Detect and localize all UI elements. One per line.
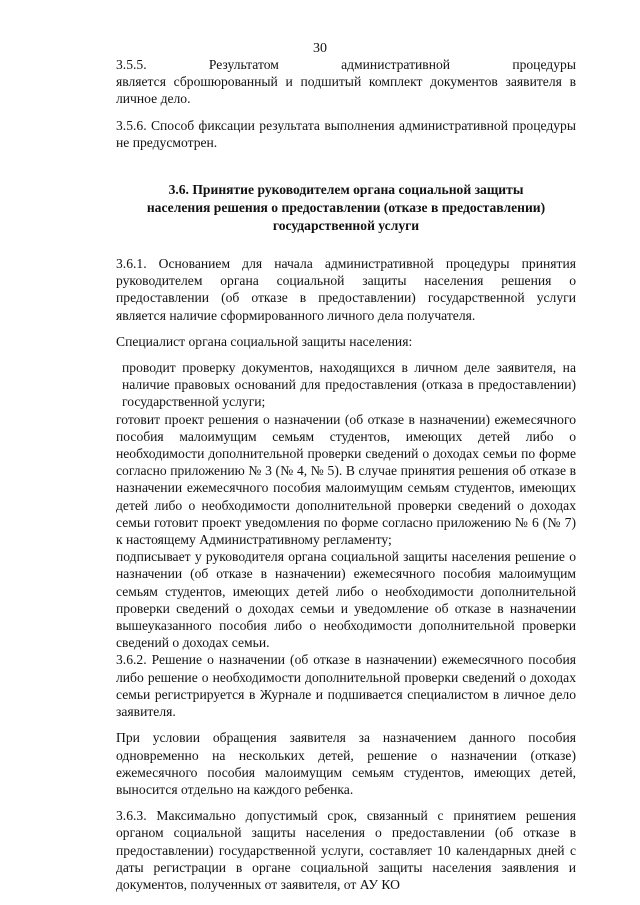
- list-item-prepare-draft: готовит проект решения о назначении (об отказе в назначении) ежемесячного пособия малоимущим семьям студентов, имеющих детей либо о необходимости дополнительной проверки сведений о доходах семьи по форме согласно приложению № 3 (№ 4, № 5). В случае принятия решения об отказе в назначении ежемесячного пособия малоимущим семьям студентов, имеющих детей либо о необходимости дополнительной проверки сведений о доходах семьи готовит проект уведомления по форме согласно приложению № 6 (№ 7) к настоящему Административному регламенту;: [116, 411, 576, 548]
- clause-number: 3.5.5.: [116, 57, 147, 72]
- paragraph-multiple-children: При условии обращения заявителя за назначением данного пособия одновременно на нескольких детей, решение о назначении (отказе) ежемесячного пособия малоимущим семьям студентов, имеющих детей, выносится отдельно на каждого ребенка.: [116, 730, 576, 797]
- page-number: 30: [313, 41, 327, 56]
- paragraph-3-5-5-rest: является сброшюрованный и подшитый комплект документов заявителя в личное дело.: [116, 74, 576, 107]
- document-body: [116, 56, 576, 893]
- list-item-check-documents: проводит проверку документов, находящихся в личном деле заявителя, на наличие правовых оснований для предоставления (отказа в предоставлении) государственной услуги;: [122, 360, 576, 410]
- paragraph-3-5-6: 3.5.6. Способ фиксации результата выполнения административной процедуры не предусмотрен.: [116, 117, 576, 150]
- section-heading-3-6: 3.6. Принятие руководителем органа социальной защиты населения решения о предоставлении (отказе в предоставлении) государственной услуги: [146, 182, 546, 234]
- paragraph-3-5-5-first-line: 3.5.5. Результатом административной процедуры: [116, 57, 576, 72]
- paragraph-3-6-2: 3.6.2. Решение о назначении (об отказе в назначении) ежемесячного пособия либо решение о необходимости дополнительной проверки сведений о доходах семьи регистрируется в Журнале и подшивается специалистом в личное дело заявителя.: [116, 652, 576, 720]
- list-item-sign-decision: подписывает у руководителя органа социальной защиты населения решение о назначении (об отказе в назначении) ежемесячного пособия малоимущим семьям студентов, имеющих детей либо о необходимости дополнительной проверки сведений о доходах семьи и уведомление об отказе в назначении вышеуказанного пособия либо о необходимости дополнительной проверки сведений о доходах семьи.: [116, 549, 576, 651]
- specialist-intro: Специалист органа социальной защиты населения:: [116, 333, 413, 349]
- paragraph-3-6-3: 3.6.3. Максимально допустимый срок, связанный с принятием решения органом социальной защиты населения о предоставлении (об отказе в предоставлении) государственной услуги, составляет 10 календарных дней с даты регистрации в органе социальной защиты населения заявления и документов, полученных от заявителя, от АУ КО: [116, 808, 576, 892]
- paragraph-3-6-1: 3.6.1. Основанием для начала административной процедуры принятия руководителем органа социальной защиты населения решения о предоставлении (об отказе в предоставлении) государственной услуги является наличие сформированного личного дела получателя.: [116, 256, 576, 323]
